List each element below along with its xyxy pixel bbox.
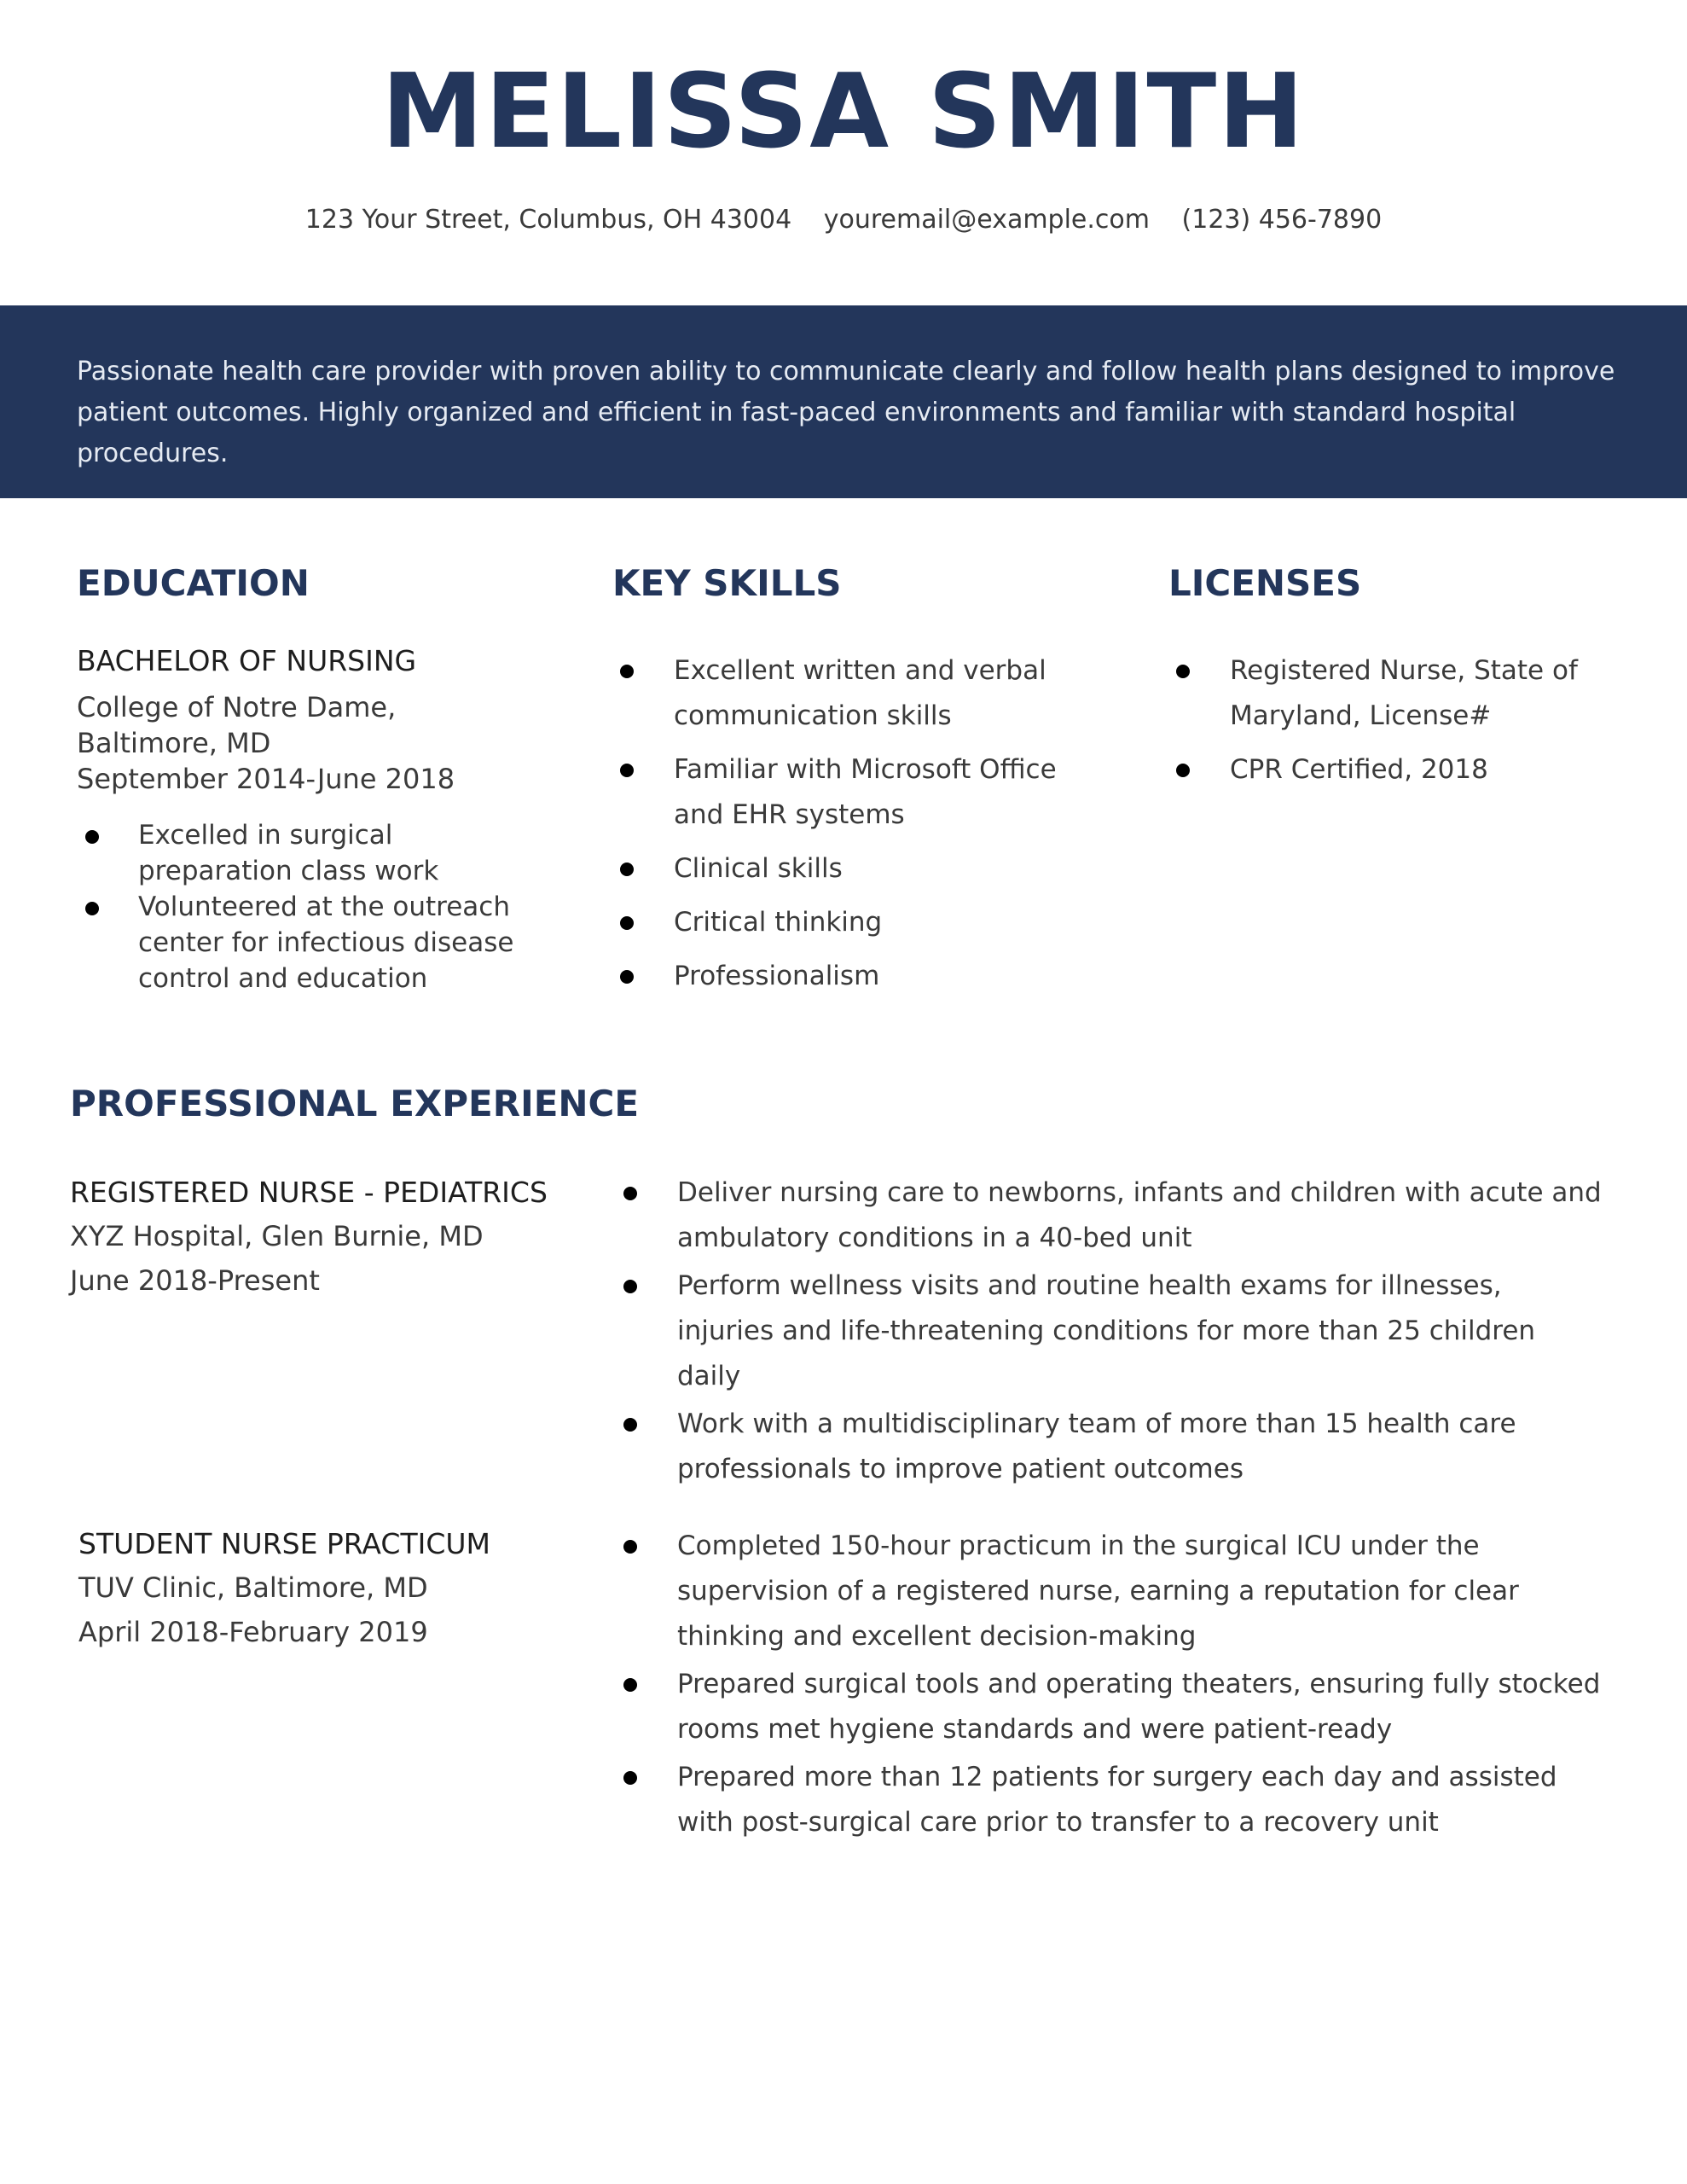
bullet-dot-icon	[620, 970, 634, 984]
education-bullet	[77, 817, 554, 889]
bullet-dot-icon	[623, 1280, 637, 1293]
bullet-dot-icon	[620, 665, 634, 678]
address-text: 123 Your Street, Columbus, OH 43004	[304, 205, 792, 235]
summary-banner	[0, 305, 1687, 498]
job-bullet-text: Work with a multidisciplinary team of more than 15 health care professionals to improve patient outcomes	[677, 1409, 1516, 1484]
school-location: Baltimore, MD	[77, 727, 271, 759]
phone-text: (123) 456-7890	[1181, 205, 1383, 235]
education-heading: EDUCATION	[77, 562, 310, 604]
skill-item-text: Familiar with Microsoft Office and EHR systems	[674, 754, 1057, 830]
job-bullet	[616, 1524, 1605, 1659]
bullet-dot-icon	[620, 916, 634, 930]
skill-item	[612, 900, 1090, 945]
skill-item	[612, 954, 1090, 999]
license-item-text: CPR Certified, 2018	[1230, 754, 1488, 785]
bullet-dot-icon	[623, 1771, 637, 1785]
skill-item	[612, 846, 1090, 892]
job-bullet	[616, 1402, 1605, 1492]
bullet-dot-icon	[623, 1418, 637, 1432]
bullet-dot-icon	[85, 902, 99, 915]
skill-item-text: Clinical skills	[674, 853, 843, 884]
skill-item-text: Excellent written and verbal communication skills	[674, 655, 1046, 731]
licenses-bullet-list	[1168, 648, 1646, 801]
job-bullet	[616, 1263, 1605, 1399]
skill-item	[612, 648, 1090, 739]
job-employer: XYZ Hospital, Glen Burnie, MD	[70, 1220, 484, 1252]
job-dates: April 2018-February 2019	[78, 1616, 428, 1648]
applicant-name: MELISSA SMITH	[381, 53, 1306, 171]
bullet-dot-icon	[85, 830, 99, 844]
job-bullet-text: Prepared more than 12 patients for surgery each day and assisted with post-surgical care prior to transfer to a recovery unit	[677, 1762, 1557, 1838]
bullet-dot-icon	[623, 1678, 637, 1692]
job-title: REGISTERED NURSE - PEDIATRICS	[70, 1176, 548, 1209]
bullet-dot-icon	[623, 1187, 637, 1200]
licenses-heading: LICENSES	[1168, 562, 1362, 604]
job-bullet-text: Deliver nursing care to newborns, infants and children with acute and ambulatory conditions in a 40-bed unit	[677, 1177, 1602, 1253]
license-item	[1168, 747, 1646, 793]
skills-heading: KEY SKILLS	[612, 562, 842, 604]
license-item-text: Registered Nurse, State of Maryland, License#	[1230, 655, 1578, 731]
job-bullet-text: Prepared surgical tools and operating theaters, ensuring fully stocked rooms met hygiene standards and were patient-ready	[677, 1669, 1601, 1745]
bullet-dot-icon	[1176, 764, 1190, 777]
contact-line	[0, 201, 1687, 239]
job-bullet-list	[616, 1170, 1605, 1495]
education-bullet-list	[77, 817, 554, 996]
job-bullet-text: Completed 150-hour practicum in the surgical ICU under the supervision of a registered nurse, earning a reputation for clear thinking and excellent decision-making	[677, 1531, 1519, 1652]
bullet-dot-icon	[623, 1540, 637, 1554]
education-dates: September 2014-June 2018	[77, 763, 455, 795]
job-bullet-list	[616, 1524, 1605, 1848]
education-bullet-text: Volunteered at the outreach center for infectious disease control and education	[138, 892, 514, 994]
job-bullet	[616, 1170, 1605, 1261]
bullet-dot-icon	[1176, 665, 1190, 678]
email-text: youremail@example.com	[823, 205, 1150, 235]
job-dates: June 2018-Present	[70, 1264, 320, 1297]
degree-title: BACHELOR OF NURSING	[77, 644, 417, 677]
bullet-dot-icon	[620, 863, 634, 876]
bullet-dot-icon	[620, 764, 634, 777]
education-bullet	[77, 889, 554, 996]
job-title: STUDENT NURSE PRACTICUM	[78, 1527, 490, 1560]
license-item	[1168, 648, 1646, 739]
skill-item-text: Critical thinking	[674, 907, 883, 938]
job-bullet	[616, 1755, 1605, 1845]
summary-text: Passionate health care provider with proven ability to communicate clearly and follow health plans designed to improve patient outcomes. Highly organized and efficient in fast-paced environments and familiar with standard hospital procedures.	[77, 357, 1615, 468]
education-bullet-text: Excelled in surgical preparation class work	[138, 820, 439, 886]
school-name: College of Notre Dame,	[77, 691, 397, 723]
job-bullet-text: Perform wellness visits and routine health exams for illnesses, injuries and life-threatening conditions for more than 25 children daily	[677, 1270, 1536, 1391]
job-bullet	[616, 1662, 1605, 1752]
skills-bullet-list	[612, 648, 1090, 1008]
experience-heading: PROFESSIONAL EXPERIENCE	[70, 1083, 640, 1124]
skill-item-text: Professionalism	[674, 961, 880, 991]
skill-item	[612, 747, 1090, 838]
job-employer: TUV Clinic, Baltimore, MD	[78, 1571, 428, 1604]
